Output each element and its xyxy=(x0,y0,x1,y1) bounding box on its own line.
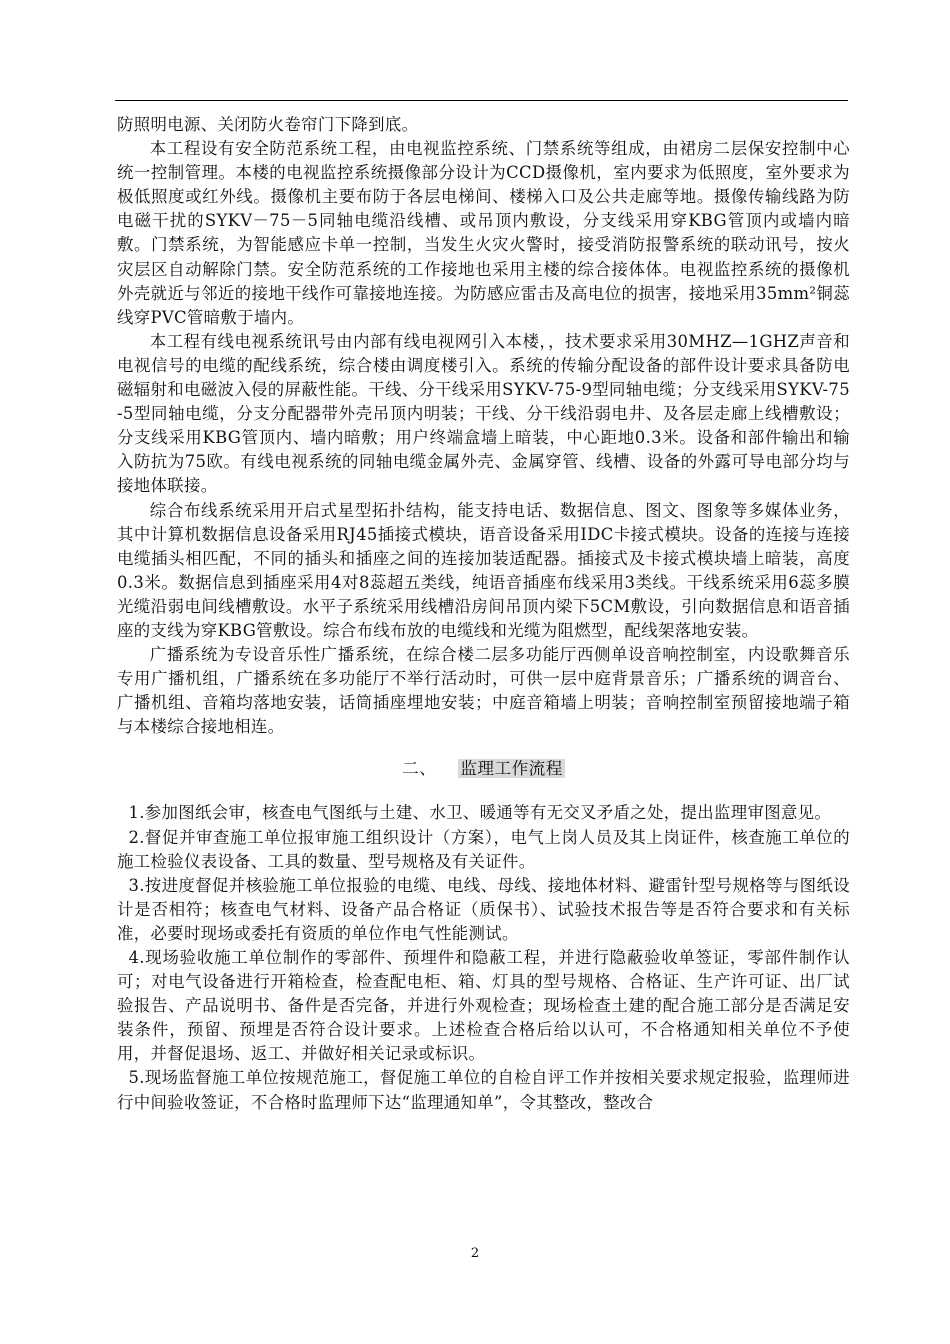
step-item: 3.按进度督促并核验施工单位报验的电缆、电线、母线、接地体材料、避雷针型号规格等与图纸设计是否相符；核查电气材料、设备产品合格证（质保书）、试验技术报告等是否符合要求和有关标准，必要时现场或委托有资质的单位作电气性能测试。 xyxy=(117,875,850,943)
page-content xyxy=(117,113,850,1115)
header-rule xyxy=(115,100,848,101)
step-item: 4.现场验收施工单位制作的零部件、预埋件和隐蔽工程，并进行隐蔽验收单签证，零部件制作认可；对电气设备进行开箱检查，检查配电柜、箱、灯具的型号规格、合格证、生产许可证、出厂试验报告、产品说明书、备件是否完备，并进行外观检查；现场检查土建的配合施工部分是否满足安装条件，预留、预埋是否符合设计要求。上述检查合格后给以认可，不合格通知相关单位不予使用，并督促退场、返工、并做好相关记录或标识。 xyxy=(117,948,850,1064)
page-number: 2 xyxy=(470,1246,480,1261)
paragraph-fire-lighting: 防照明电源、关闭防火卷帘门下降到底。 xyxy=(117,115,419,134)
paragraph-cabling-system: 综合布线系统采用开启式星型拓扑结构，能支持电话、数据信息、图文、图象等多媒体业务，其中计算机数据信息设备采用RJ45插接式模块，语音设备采用IDC卡接式模块。设备的连接与连接电缆插头相匹配，不同的插头和插座之间的连接加装适配器。插接式及卡接式模块墙上暗装，高度0.3米。数据信息到插座采用4对8蕊超五类线，纯语音插座布线采用3类线。干线系统采用6蕊多膜光缆沿弱电间线槽敷设。水平子系统采用线槽沿房间吊顶内梁下5CM敷设，引向数据信息和语音插座的支线为穿KBG管敷设。综合布线布放的电缆线和光缆为阻燃型，配线架落地安装。 xyxy=(117,500,850,640)
section-number: 二、 xyxy=(402,759,437,779)
section-title: 监理工作流程 xyxy=(460,759,563,779)
step-item: 1.参加图纸会审，核查电气图纸与土建、水卫、暖通等有无交叉矛盾之处，提出监理审图意见。 xyxy=(128,803,832,823)
paragraph-broadcast-system: 广播系统为专设音乐性广播系统，在综合楼二层多功能厅西侧单设音响控制室，内设歌舞音乐专用广播机组，广播系统在多功能厅不举行活动时，可供一层中庭背景音乐；广播系统的调音台、广播机组、音箱均落地安装，话筒插座埋地安装；中庭音箱墙上明装；音响控制室预留接地端子箱与本楼综合接地相连。 xyxy=(117,645,850,737)
section-heading xyxy=(117,757,850,781)
step-item: 2.督促并审查施工单位报审施工组织设计（方案），电气上岗人员及其上岗证件，核查施工单位的施工检验仪表设备、工具的数量、型号规格及有关证件。 xyxy=(117,827,850,871)
step-item: 5.现场监督施工单位按规范施工，督促施工单位的自检自评工作并按相关要求规定报验，监理师进行中间验收签证，不合格时监理师下达“监理通知单”，令其整改，整改合 xyxy=(117,1068,850,1112)
paragraph-security-system: 本工程设有安全防范系统工程，由电视监控系统、门禁系统等组成，由裙房二层保安控制中心统一控制管理。本楼的电视监控系统摄像部分设计为CCD摄像机，室内要求为低照度，室外要求为极低照度或红外线。摄像机主要布防于各层电梯间、楼梯入口及公共走廊等地。摄像传输线路为防电磁干扰的SYKV－75－5同轴电缆沿线槽、或吊顶内敷设，分支线采用穿KBG管顶内或墙内暗敷。门禁系统，为智能感应卡单一控制，当发生火灾火警时，接受消防报警系统的联动讯号，按火灾层区自动解除门禁。安全防范系统的工作接地也采用主楼的综合接体体。电视监控系统的摄像机外壳就近与邻近的接地干线作可靠接地连接。为防感应雷击及高电位的损害，接地采用35mm²铜蕊线穿PVC管暗敷于墙内。 xyxy=(117,139,850,327)
paragraph-cable-tv: 本工程有线电视系统讯号由内部有线电视网引入本楼，，技术要求采用30MHZ—1GHZ声音和电视信号的电缆的配线系统，综合楼由调度楼引入。系统的传输分配设备的部件设计要求具备防电磁辐射和电磁波入侵的屏蔽性能。干线、分干线采用SYKV-75-9型同轴电缆；分支线采用SYKV-75-5型同轴电缆，分支分配器带外壳吊顶内明装；干线、分干线沿弱电井、及各层走廊上线槽敷设；分支线采用KBG管顶内、墙内暗敷；用户终端盒墙上暗装，中心距地0.3米。设备和部件输出和输入防抗为75欧。有线电视系统的同轴电缆金属外壳、金属穿管、线槽、设备的外露可导电部分均与接地体联接。 xyxy=(117,331,850,496)
